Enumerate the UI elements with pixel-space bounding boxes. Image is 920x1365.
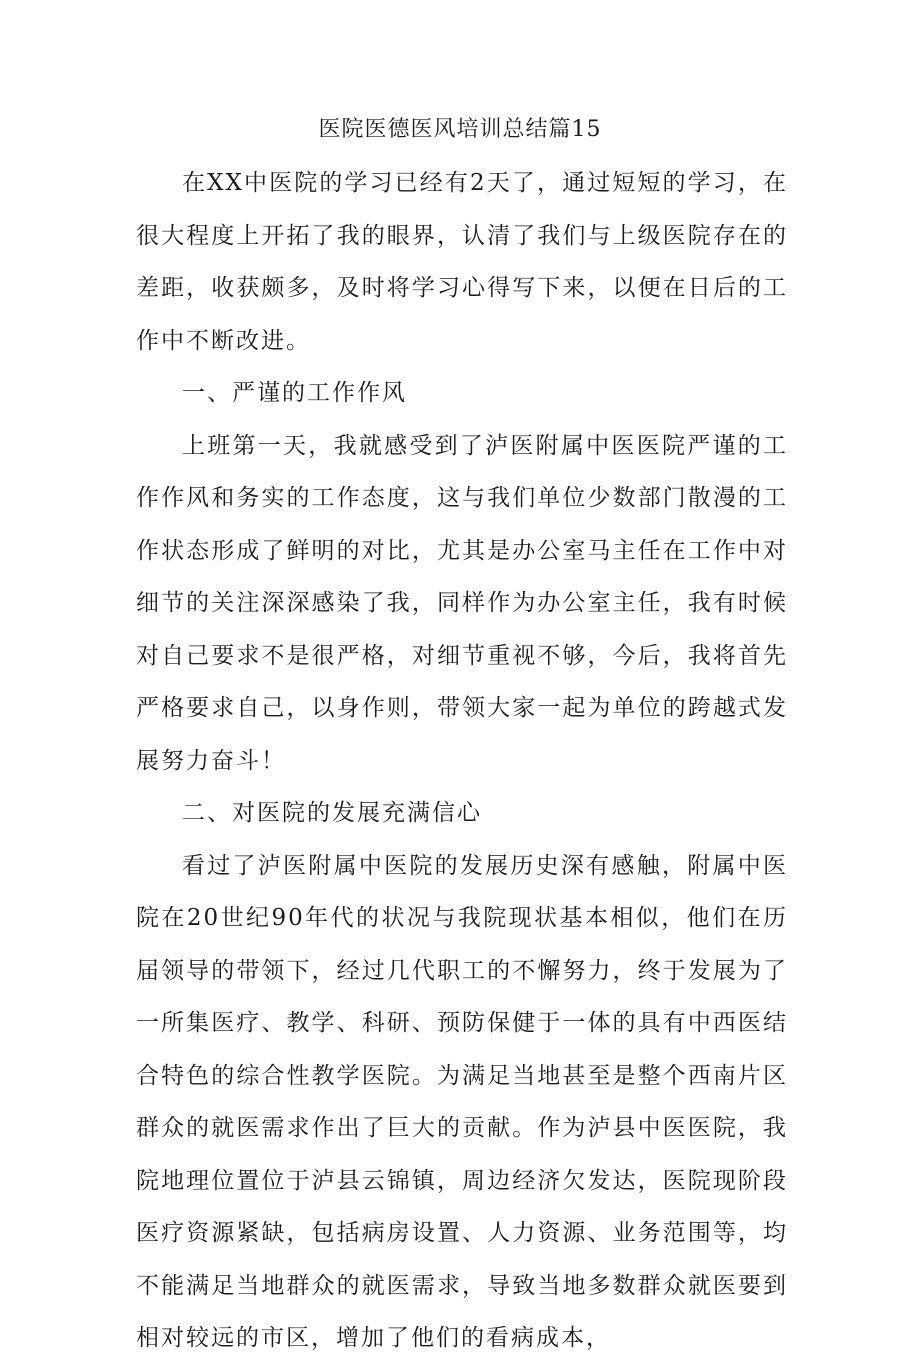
section-heading-2: 二、对医院的发展充满信心	[182, 800, 482, 826]
section-heading-1: 一、严谨的工作作风	[182, 380, 407, 406]
section-1-paragraph: 上班第一天，我就感受到了泸医附属中医医院严谨的工作作风和务实的工作态度，这与我们单位少数部门散漫的工作状态形成了鲜明的对比，尤其是办公室马主任在工作中对细节的关注深深感染了我，同样作为办公室主任，我有时候对自己要求不是很严格，对细节重视不够，今后，我将首先严格要求自己，以身作则，带领大家一起为单位的跨越式发展努力奋斗！	[136, 432, 788, 774]
document-body	[136, 157, 788, 1365]
document-title: 医院医德医风培训总结篇15	[318, 117, 602, 142]
intro-paragraph: 在XX中医院的学习已经有2天了，通过短短的学习，在很大程度上开拓了我的眼界，认清了我们与上级医院存在的差距，收获颇多，及时将学习心得写下来，以便在日后的工作中不断改进。	[136, 170, 788, 354]
section-2-paragraph: 看过了泸医附属中医院的发展历史深有感触，附属中医院在20世纪90年代的状况与我院现状基本相似，他们在历届领导的带领下，经过几代职工的不懈努力，终于发展为了一所集医疗、教学、科研、预防保健于一体的具有中西医结合特色的综合性教学医院。为满足当地甚至是整个西南片区群众的就医需求作出了巨大的贡献。作为泸县中医医院，我院地理位置位于泸县云锦镇，周边经济欠发达，医院现阶段医疗资源紧缺，包括病房设置、人力资源、业务范围等，均不能满足当地群众的就医需求，导致当地多数群众就医要到相对较远的市区，增加了他们的看病成本，	[136, 852, 788, 1351]
